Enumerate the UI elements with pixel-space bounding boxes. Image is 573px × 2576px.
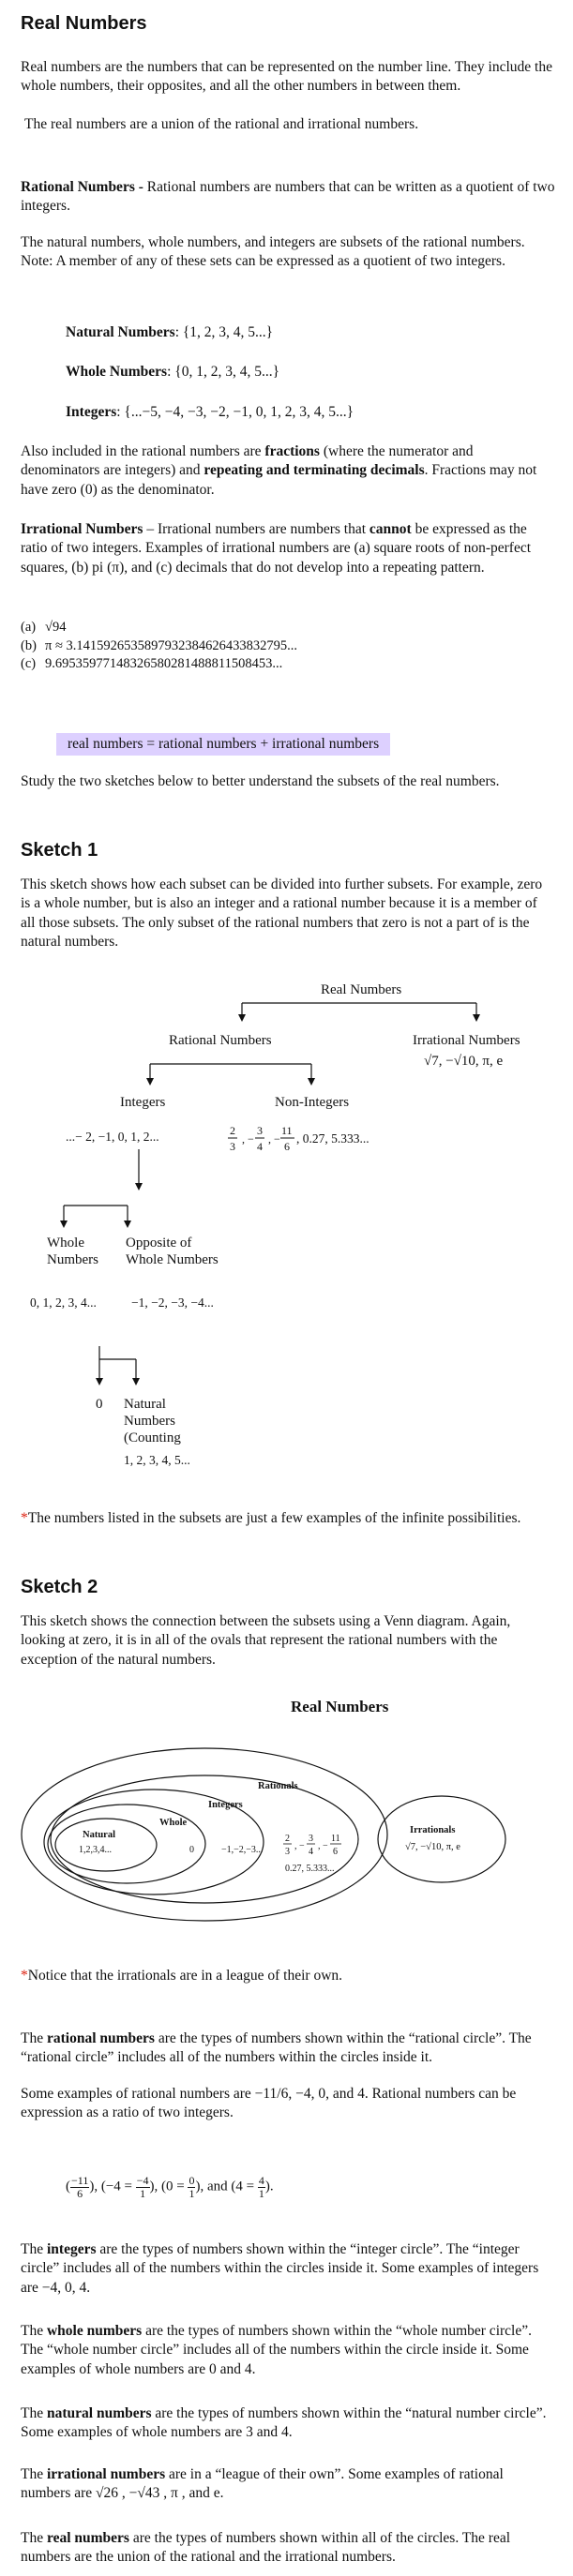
rational-explanation: The rational numbers are the types of numbers shown within the “rational circle”. The “rational circle” includes all of the numbers within the circles inside it. Some examples of rational numbers are −11/6, −4, 0, and 4. Rational numbers can be expression as a ratio of two integers. (21, 2030, 532, 2121)
venn-whole-label: Whole (159, 1818, 188, 1828)
irrational-label: Irrational Numbers (21, 521, 143, 537)
integers-explanation: The integers are the types of numbers shown within the “integer circle”. The “integer circle” includes all of the numbers within the circles inside it. Some examples of integers are −4, 0, 4. (21, 2241, 539, 2296)
svg-text:11: 11 (281, 1124, 293, 1137)
venn-zero: 0 (189, 1845, 194, 1855)
tree-whole-label: Whole (47, 1236, 84, 1251)
tree-whole-examples: 0, 1, 2, 3, 4... (30, 1295, 97, 1310)
also-included: Also included in the rational numbers are fractions (where the numerator and denominators are integers) and repeating and terminating decimals. Fractions may not have zero (0) as the denominator. (21, 443, 537, 498)
irrationals-oval (378, 1796, 505, 1882)
irrational-definition: Irrational Numbers – Irrational numbers are numbers that cannot be expressed as the ratio of two integers. Examples of irrational numbers are (a) square roots of non-perfect squares, (b) pi (π), and (c) decimals that do not develop into a repeating pattern. (21, 521, 532, 576)
rational-label: Rational Numbers - (21, 179, 147, 195)
ratio-examples: ( $\frac{-11}{6}$ ), (−4 = $\frac{-4}{1}$ ), (0 = $\frac{0}{1}$ ), and (4 = $\frac{4}{1}$ ). (66, 2174, 274, 2200)
tree-integers-label: Integers (120, 1095, 166, 1110)
sketch2-description: This sketch shows the connection between the subsets using a Venn diagram. Again, looking at zero, it is in all of the ovals that represent the rational numbers with the exception of the natural numbers. (21, 1613, 511, 1668)
sketch1-title: Sketch 1 (21, 840, 98, 861)
svg-text:, −: , − (318, 1841, 328, 1851)
sketch2-title: Sketch 2 (21, 1577, 98, 1597)
irrational-explanation: The irrational numbers are in a “league of their own”. Some examples of rational numbers are √26 , −√43 , π , and e. (21, 2466, 504, 2502)
sketch1-heading-block (21, 838, 555, 862)
note2-star: * (21, 1968, 28, 1984)
rational-definition (21, 178, 555, 272)
example-b: (b) π ≈ 3.14159265358979323846264338327​95... (21, 637, 298, 653)
svg-text:, −: , − (294, 1841, 305, 1851)
intro-paragraph: Real numbers are the numbers that can be represented on the number line. They include the whole numbers, their opposites, and all the other numbers in between them. (21, 59, 552, 95)
equation-block (56, 733, 525, 756)
tree-natural-1: Natural (124, 1397, 166, 1412)
svg-text:4: 4 (257, 1140, 263, 1153)
natural-set: Natural Numbers: {1, 2, 3, 4, 5...} (66, 324, 274, 340)
tree-irrational-label: Irrational Numbers (413, 1033, 520, 1048)
venn-irrationals-label: Irrationals (410, 1825, 456, 1835)
irrational-examples (21, 619, 555, 674)
note2-block: *Notice that the irrationals are in a league of their own. (21, 1968, 343, 1984)
integer-set: Integers: {...−5, −4, −3, −2, −1, 0, 1, 2, 3, 4, 5...} (66, 403, 354, 420)
svg-text:3: 3 (309, 1834, 313, 1844)
svg-text:11: 11 (331, 1834, 340, 1844)
subsets-note: The natural numbers, whole numbers, and integers are subsets of the rational numbers. Note: A member of any of these sets can be expressed as a quotient of two integers. (21, 233, 525, 270)
venn-irrational-examples: √7, −√10, π, e (405, 1842, 460, 1852)
tree-rational-label: Rational Numbers (169, 1033, 272, 1048)
intro-section (21, 58, 555, 134)
tree-irrational-examples: √7, −√10, π, e (424, 1054, 504, 1069)
svg-text:3: 3 (285, 1847, 290, 1857)
tree-natural-examples: 1, 2, 3, 4, 5... (124, 1453, 190, 1467)
venn-natural-label: Natural (83, 1830, 115, 1840)
tree-natural-2: Numbers (124, 1414, 175, 1429)
svg-text:, −: , − (242, 1132, 254, 1146)
venn-rationals-label: Rationals (258, 1781, 298, 1791)
venn-title: Real Numbers (291, 1698, 389, 1715)
tree-natural-3: (Counting (124, 1430, 181, 1445)
venn-integers-label: Integers (208, 1800, 243, 1810)
sketch2-venn-diagram (0, 1687, 573, 1931)
tree-integers-examples: ...− 2, −1, 0, 1, 2... (66, 1130, 159, 1144)
natural-explanation: The natural numbers are the types of numbers shown within the “natural number circle”. Some examples of whole numbers are 3 and 4. (21, 2405, 547, 2441)
tree-opposite-label-2: Whole Numbers (126, 1252, 219, 1267)
tree-zero: 0 (96, 1397, 103, 1412)
note1-star: * (21, 1510, 28, 1526)
sketch2-heading-block (21, 1575, 555, 1599)
tree-real-label: Real Numbers (321, 982, 402, 997)
venn-decimal-examples: 0.27, 5.333... (285, 1864, 335, 1874)
rational-text: Rational numbers are numbers that can be written as a quotient of two integers. (21, 179, 555, 215)
svg-text:6: 6 (333, 1847, 338, 1857)
svg-text:3: 3 (257, 1124, 263, 1137)
example-c: (c) 9.69535977148326580281488811508453... (21, 656, 283, 672)
highlighted-equation: real numbers = rational numbers + irrational numbers (56, 733, 390, 756)
study-note: Study the two sketches below to better understand the subsets of the real numbers. (21, 773, 500, 789)
sketch1-description: This sketch shows how each subset can be divided into further subsets. For example, zero is a whole number, but is also an integer and a rational number because it is a member of all those subsets. The only subset of the rational numbers that zero is not a part of is the natural numbers. (21, 876, 543, 951)
tree-nonint-fractions (228, 1124, 294, 1153)
venn-natural-examples: 1,2,3,4... (79, 1845, 112, 1855)
tree-whole-label-2: Numbers (47, 1252, 98, 1267)
number-sets (21, 323, 555, 422)
example-a: (a) √94 (21, 620, 67, 635)
venn-fraction-examples (283, 1834, 341, 1857)
tree-nonintegers-label: Non-Integers (275, 1095, 350, 1110)
whole-explanation: The whole numbers are the types of numbers shown within the “whole number circle”. The “whole number circle” includes all of the numbers within the circle inside it. Some examples of whole numbers are 0 and 4. (21, 2323, 532, 2377)
note1-block: *The numbers listed in the subsets are just a few examples of the infinite possibilities. (21, 1510, 521, 1526)
svg-text:6: 6 (284, 1140, 290, 1153)
whole-oval (48, 1805, 205, 1883)
svg-text:, −: , − (268, 1132, 280, 1146)
sketch1-tree-diagram (0, 966, 573, 1519)
svg-text:2: 2 (285, 1834, 290, 1844)
real-explanation: The real numbers are the types of numbers shown within all of the circles. The real numbers are the union of the rational and the irrational numbers. (21, 2530, 511, 2566)
svg-text:4: 4 (309, 1847, 313, 1857)
svg-text:2: 2 (230, 1124, 235, 1137)
venn-negative-examples: −1,−2,−3... (221, 1845, 264, 1855)
title-block (21, 11, 555, 36)
whole-set: Whole Numbers: {0, 1, 2, 3, 4, 5...} (66, 364, 280, 381)
tree-opposite-examples: −1, −2, −3, −4... (131, 1295, 214, 1310)
tree-opposite-label: Opposite of (126, 1236, 192, 1251)
tree-nonint-decimals: , 0.27, 5.333... (296, 1131, 369, 1146)
svg-text:3: 3 (230, 1140, 235, 1153)
intro-union: The real numbers are a union of the rational and irrational numbers. (24, 115, 419, 132)
page-title: Real Numbers (21, 13, 147, 34)
